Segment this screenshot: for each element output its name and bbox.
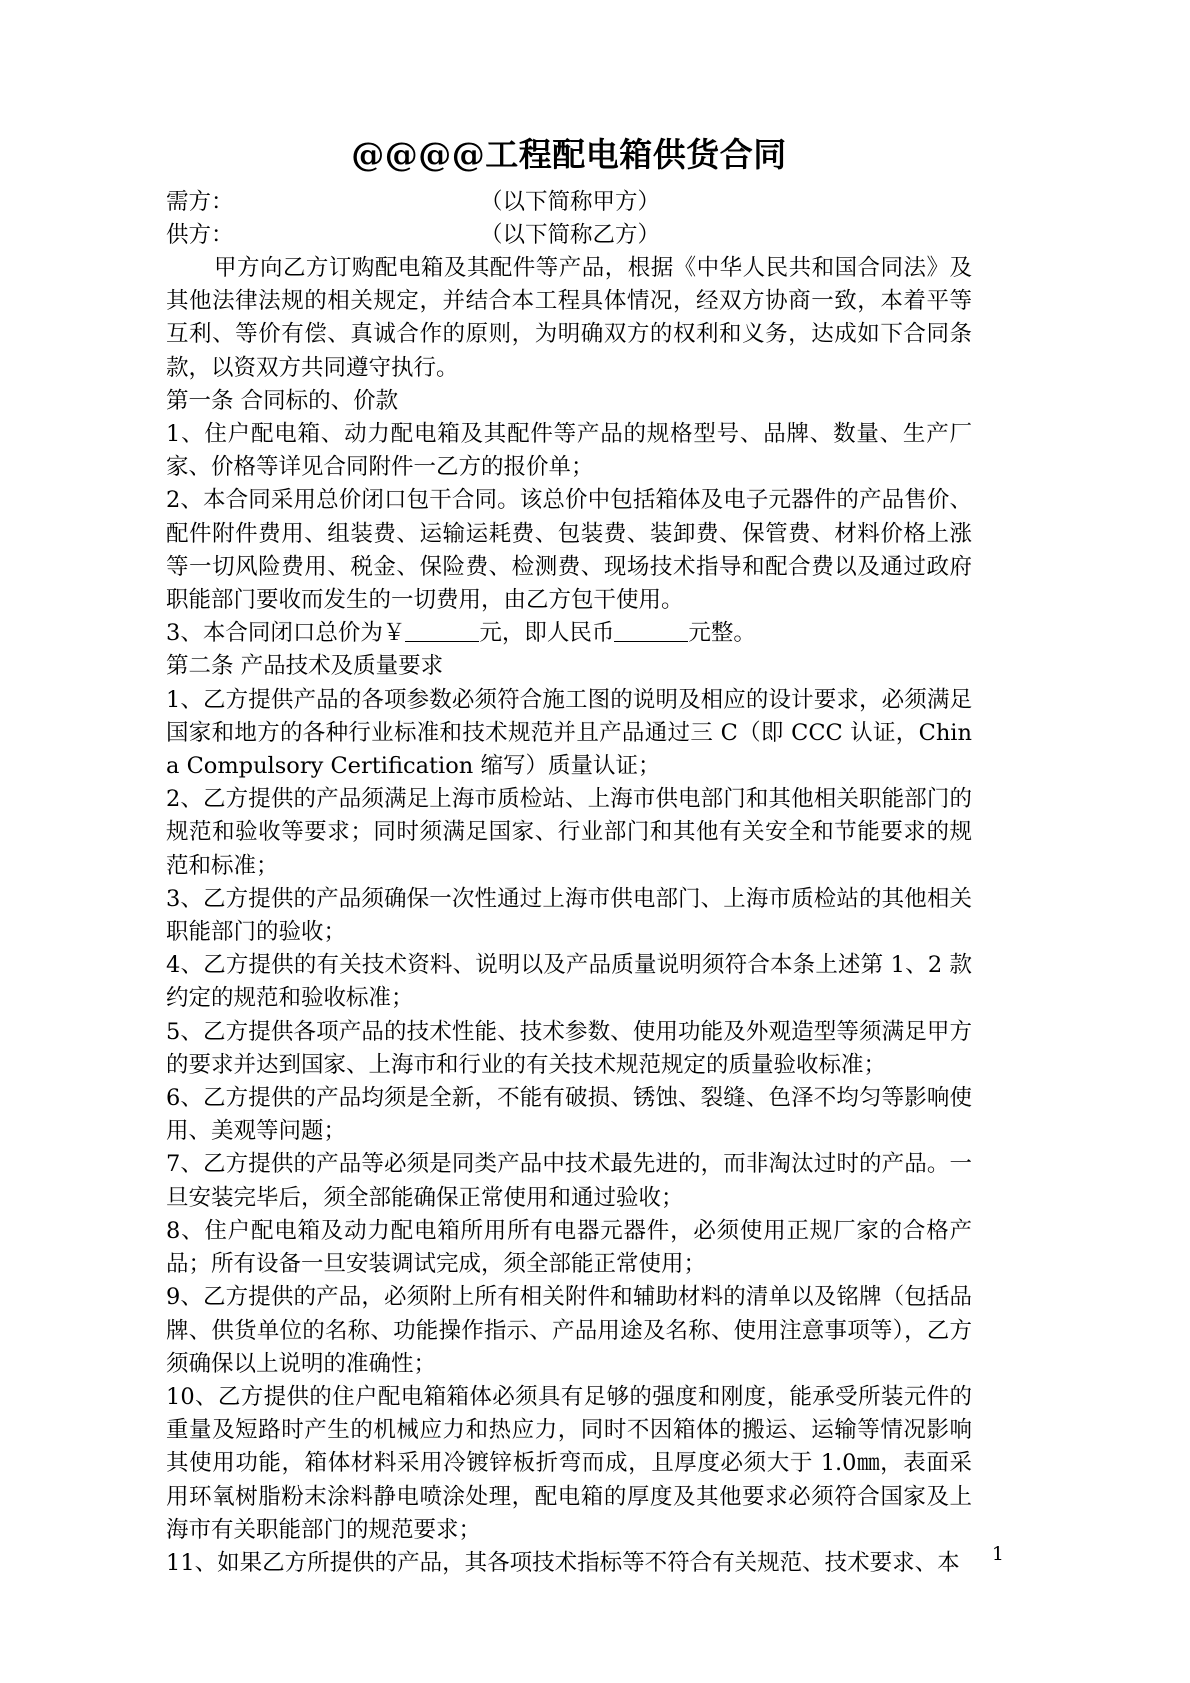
price-prefix: 3、本合同闭口总价为￥ xyxy=(166,620,406,647)
price-suffix: 元整。 xyxy=(688,620,756,647)
document-body xyxy=(166,130,972,1580)
supplier-alias: （以下简称乙方） xyxy=(480,222,661,248)
clause-2-7: 7、乙方提供的产品等必须是同类产品中技术最先进的，而非淘汰过时的产品。一旦安装完毕后，须全部能确保正常使用和通过验收； xyxy=(166,1151,972,1211)
demander-label: 需方： xyxy=(166,189,234,215)
page-number: 1 xyxy=(991,1543,1004,1565)
clause-2-9: 9、乙方提供的产品，必须附上所有相关附件和辅助材料的清单以及铭牌（包括品牌、供货单位的名称、功能操作指示、产品用途及名称、使用注意事项等），乙方须确保以上说明的准确性； xyxy=(166,1284,972,1377)
clause-1-1: 1、住户配电箱、动力配电箱及其配件等产品的规格型号、品牌、数量、生产厂家、价格等详见合同附件一乙方的报价单； xyxy=(166,421,972,481)
clause-2-1: 1、乙方提供产品的各项参数必须符合施工图的说明及相应的设计要求，必须满足国家和地方的各种行业标准和技术规范并且产品通过三 C（即 CCC 认证，China Compulsory Certification 缩写）质量认证； xyxy=(166,686,972,780)
clause-2-11: 11、如果乙方所提供的产品，其各项技术指标等不符合有关规范、技术要求、本 xyxy=(166,1549,960,1576)
price-middle: 元，即人民币 xyxy=(479,620,615,647)
clause-2-5: 5、乙方提供各项产品的技术性能、技术参数、使用功能及外观造型等须满足甲方的要求并达到国家、上海市和行业的有关技术规范规定的质量验收标准； xyxy=(166,1018,972,1078)
clause-2-2: 2、乙方提供的产品须满足上海市质检站、上海市供电部门和其他相关职能部门的规范和验收等要求；同时须满足国家、行业部门和其他有关安全和节能要求的规范和标准； xyxy=(166,786,972,879)
page-title: @@@@工程配电箱供货合同 xyxy=(351,135,787,174)
preamble-paragraph: 甲方向乙方订购配电箱及其配件等产品，根据《中华人民共和国合同法》及其他法律法规的相关规定，并结合本工程具体情况，经双方协商一致，本着平等互利、等价有偿、真诚合作的原则，为明确双方的权利和义务，达成如下合同条款，以资双方共同遵守执行。 xyxy=(166,255,972,381)
clause-1-3 xyxy=(166,617,972,650)
supplier-label: 供方： xyxy=(166,222,234,248)
clause-1-2: 2、本合同采用总价闭口包干合同。该总价中包括箱体及电子元器件的产品售价、配件附件费用、组装费、运输运耗费、包装费、装卸费、保管费、材料价格上涨等一切风险费用、税金、保险费、检测费、现场技术指导和配合费以及通过政府职能部门要收而发生的一切费用，由乙方包干使用。 xyxy=(166,487,972,614)
clause-2-10: 10、乙方提供的住户配电箱箱体必须具有足够的强度和刚度，能承受所装元件的重量及短路时产生的机械应力和热应力，同时不因箱体的搬运、运输等情况影响其使用功能，箱体材料采用冷镀锌板折弯而成，且厚度必须大于 1.0㎜，表面采用环氧树脂粉末涂料静电喷涂处理，配电箱的厚度及其他要求必须符合国家及上海市有关职能部门的规范要求； xyxy=(166,1383,972,1543)
party-row-supplier xyxy=(166,219,972,252)
section-heading-2: 第二条 产品技术及质量要求 xyxy=(166,653,444,680)
section-heading-1: 第一条 合同标的、价款 xyxy=(166,387,399,414)
total-price-numeric-blank[interactable] xyxy=(405,641,479,642)
total-price-words-blank[interactable] xyxy=(614,641,688,642)
clause-2-6: 6、乙方提供的产品均须是全新，不能有破损、锈蚀、裂缝、色泽不均匀等影响使用、美观等问题； xyxy=(166,1085,972,1145)
demander-alias: （以下简称甲方） xyxy=(480,189,661,215)
clause-2-8: 8、住户配电箱及动力配电箱所用所有电器元器件，必须使用正规厂家的合格产品；所有设备一旦安装调试完成，须全部能正常使用； xyxy=(166,1217,972,1278)
clause-2-4: 4、乙方提供的有关技术资料、说明以及产品质量说明须符合本条上述第 1、2 款约定的规范和验收标准； xyxy=(166,952,972,1012)
party-row-demander xyxy=(166,186,972,219)
clause-2-3: 3、乙方提供的产品须确保一次性通过上海市供电部门、上海市质检站的其他相关职能部门的验收； xyxy=(166,885,972,946)
